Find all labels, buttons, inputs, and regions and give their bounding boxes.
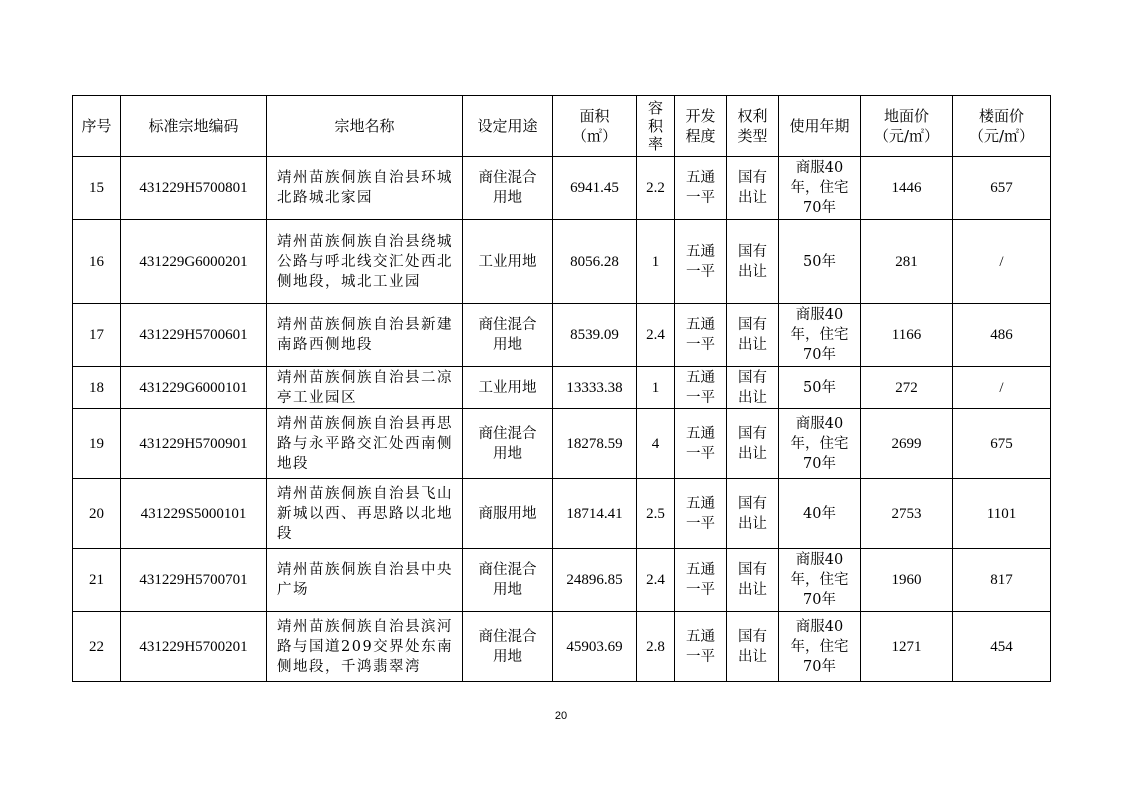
cell-name: 靖州苗族侗族自治县飞山新城以西、再思路以北地段 bbox=[267, 479, 463, 549]
cell-far: 2.8 bbox=[637, 612, 675, 682]
cell-use: 工业用地 bbox=[463, 367, 553, 409]
cell-code: 431229S5000101 bbox=[121, 479, 267, 549]
cell-term: 40年 bbox=[779, 479, 861, 549]
table-row bbox=[73, 549, 1051, 612]
cell-right: 国有出让 bbox=[727, 479, 779, 549]
cell-area: 8539.09 bbox=[553, 304, 637, 367]
cell-seq: 21 bbox=[73, 549, 121, 612]
cell-land-price: 1446 bbox=[861, 157, 953, 220]
cell-floor-price: 454 bbox=[953, 612, 1051, 682]
cell-floor-price: / bbox=[953, 367, 1051, 409]
header-far: 容积率 bbox=[637, 96, 675, 157]
cell-use: 商住混合用地 bbox=[463, 304, 553, 367]
cell-area: 18278.59 bbox=[553, 409, 637, 479]
cell-code: 431229H5700601 bbox=[121, 304, 267, 367]
cell-right: 国有出让 bbox=[727, 367, 779, 409]
cell-name: 靖州苗族侗族自治县中央广场 bbox=[267, 549, 463, 612]
header-right: 权利类型 bbox=[727, 96, 779, 157]
cell-area: 6941.45 bbox=[553, 157, 637, 220]
cell-floor-price: 657 bbox=[953, 157, 1051, 220]
header-area: 面积（㎡） bbox=[553, 96, 637, 157]
cell-land-price: 1166 bbox=[861, 304, 953, 367]
cell-floor-price: 675 bbox=[953, 409, 1051, 479]
cell-area: 8056.28 bbox=[553, 220, 637, 304]
cell-land-price: 272 bbox=[861, 367, 953, 409]
cell-code: 431229G6000101 bbox=[121, 367, 267, 409]
cell-floor-price: 817 bbox=[953, 549, 1051, 612]
cell-name: 靖州苗族侗族自治县新建南路西侧地段 bbox=[267, 304, 463, 367]
cell-right: 国有出让 bbox=[727, 409, 779, 479]
cell-far: 1 bbox=[637, 367, 675, 409]
cell-area: 45903.69 bbox=[553, 612, 637, 682]
cell-term: 商服40年，住宅70年 bbox=[779, 549, 861, 612]
cell-far: 4 bbox=[637, 409, 675, 479]
cell-right: 国有出让 bbox=[727, 304, 779, 367]
cell-right: 国有出让 bbox=[727, 157, 779, 220]
cell-name: 靖州苗族侗族自治县环城北路城北家园 bbox=[267, 157, 463, 220]
cell-seq: 22 bbox=[73, 612, 121, 682]
header-land-price: 地面价（元/㎡） bbox=[861, 96, 953, 157]
cell-seq: 20 bbox=[73, 479, 121, 549]
cell-code: 431229H5700801 bbox=[121, 157, 267, 220]
table-row bbox=[73, 479, 1051, 549]
header-use: 设定用途 bbox=[463, 96, 553, 157]
land-price-table bbox=[72, 95, 1051, 682]
cell-seq: 18 bbox=[73, 367, 121, 409]
cell-far: 2.4 bbox=[637, 304, 675, 367]
cell-right: 国有出让 bbox=[727, 612, 779, 682]
table-row bbox=[73, 367, 1051, 409]
cell-name: 靖州苗族侗族自治县绕城公路与呼北线交汇处西北侧地段，城北工业园 bbox=[267, 220, 463, 304]
cell-dev: 五通一平 bbox=[675, 304, 727, 367]
cell-use: 商住混合用地 bbox=[463, 157, 553, 220]
cell-seq: 15 bbox=[73, 157, 121, 220]
table-body bbox=[73, 157, 1051, 682]
header-term: 使用年期 bbox=[779, 96, 861, 157]
cell-term: 50年 bbox=[779, 367, 861, 409]
cell-term: 商服40年，住宅70年 bbox=[779, 157, 861, 220]
cell-floor-price: / bbox=[953, 220, 1051, 304]
cell-seq: 19 bbox=[73, 409, 121, 479]
cell-code: 431229G6000201 bbox=[121, 220, 267, 304]
cell-dev: 五通一平 bbox=[675, 157, 727, 220]
cell-floor-price: 486 bbox=[953, 304, 1051, 367]
cell-right: 国有出让 bbox=[727, 549, 779, 612]
cell-term: 商服40年，住宅70年 bbox=[779, 612, 861, 682]
cell-far: 1 bbox=[637, 220, 675, 304]
header-code: 标准宗地编码 bbox=[121, 96, 267, 157]
cell-term: 商服40年，住宅70年 bbox=[779, 304, 861, 367]
cell-term: 商服40年，住宅70年 bbox=[779, 409, 861, 479]
table-row bbox=[73, 157, 1051, 220]
cell-seq: 17 bbox=[73, 304, 121, 367]
cell-far: 2.4 bbox=[637, 549, 675, 612]
cell-floor-price: 1101 bbox=[953, 479, 1051, 549]
cell-dev: 五通一平 bbox=[675, 367, 727, 409]
table-row bbox=[73, 612, 1051, 682]
cell-area: 18714.41 bbox=[553, 479, 637, 549]
header-floor-price: 楼面价（元/㎡） bbox=[953, 96, 1051, 157]
cell-dev: 五通一平 bbox=[675, 549, 727, 612]
cell-use: 商住混合用地 bbox=[463, 409, 553, 479]
header-name: 宗地名称 bbox=[267, 96, 463, 157]
header-dev: 开发程度 bbox=[675, 96, 727, 157]
cell-land-price: 1960 bbox=[861, 549, 953, 612]
cell-dev: 五通一平 bbox=[675, 612, 727, 682]
cell-seq: 16 bbox=[73, 220, 121, 304]
header-row bbox=[73, 96, 1051, 157]
table-row bbox=[73, 304, 1051, 367]
page-number: 20 bbox=[554, 710, 568, 722]
cell-land-price: 281 bbox=[861, 220, 953, 304]
cell-name: 靖州苗族侗族自治县二凉亭工业园区 bbox=[267, 367, 463, 409]
cell-land-price: 2699 bbox=[861, 409, 953, 479]
cell-far: 2.2 bbox=[637, 157, 675, 220]
table-row bbox=[73, 220, 1051, 304]
cell-code: 431229H5700701 bbox=[121, 549, 267, 612]
cell-land-price: 2753 bbox=[861, 479, 953, 549]
cell-code: 431229H5700201 bbox=[121, 612, 267, 682]
cell-right: 国有出让 bbox=[727, 220, 779, 304]
header-seq: 序号 bbox=[73, 96, 121, 157]
cell-term: 50年 bbox=[779, 220, 861, 304]
cell-use: 商服用地 bbox=[463, 479, 553, 549]
cell-use: 商住混合用地 bbox=[463, 549, 553, 612]
cell-name: 靖州苗族侗族自治县滨河路与国道209交界处东南侧地段，千鸿翡翠湾 bbox=[267, 612, 463, 682]
cell-code: 431229H5700901 bbox=[121, 409, 267, 479]
cell-use: 商住混合用地 bbox=[463, 612, 553, 682]
cell-dev: 五通一平 bbox=[675, 479, 727, 549]
cell-area: 13333.38 bbox=[553, 367, 637, 409]
cell-name: 靖州苗族侗族自治县再思路与永平路交汇处西南侧地段 bbox=[267, 409, 463, 479]
cell-area: 24896.85 bbox=[553, 549, 637, 612]
table-row bbox=[73, 409, 1051, 479]
cell-use: 工业用地 bbox=[463, 220, 553, 304]
cell-far: 2.5 bbox=[637, 479, 675, 549]
cell-dev: 五通一平 bbox=[675, 220, 727, 304]
cell-dev: 五通一平 bbox=[675, 409, 727, 479]
cell-land-price: 1271 bbox=[861, 612, 953, 682]
